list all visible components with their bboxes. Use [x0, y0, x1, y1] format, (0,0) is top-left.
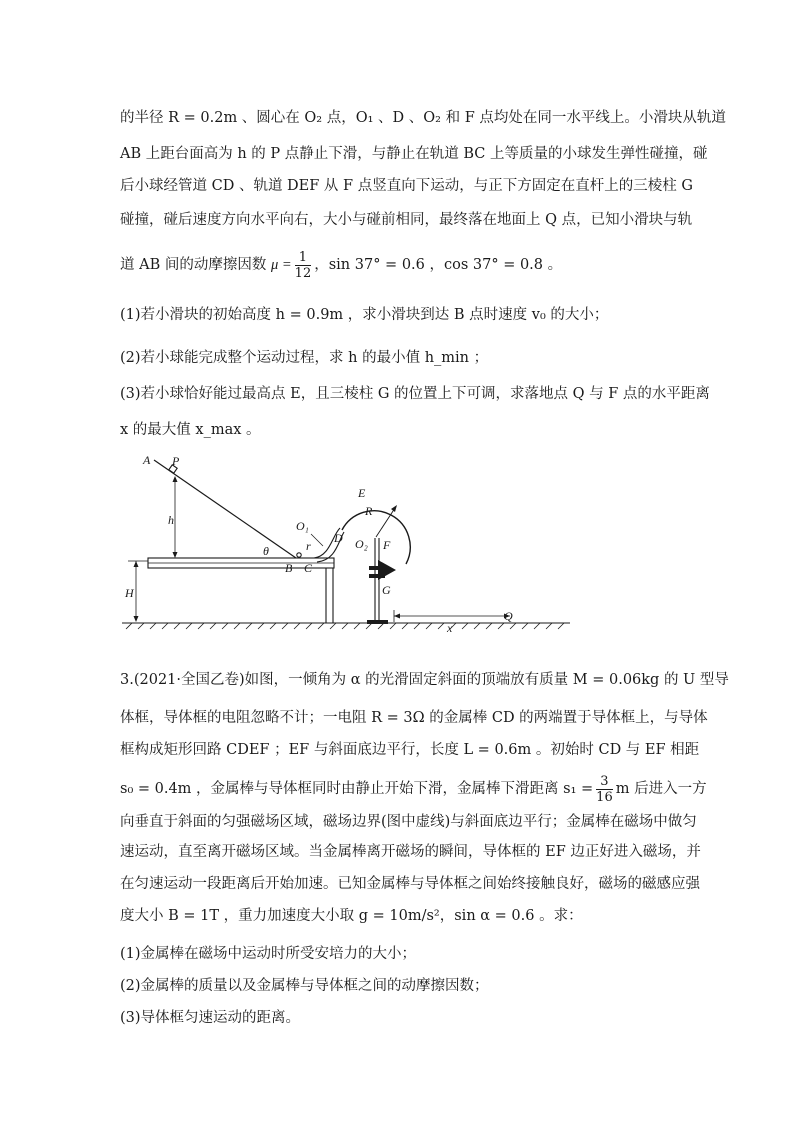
problem3-line-8: 度大小 B = 1T ，重力加速度大小取 g = 10m/s²，sin α = 0.6 。求： [120, 908, 583, 924]
problem3-line-7: 在匀速运动一段距离后开始加速。已知金属棒与导体框之间始终接触良好，磁场的磁感应强 [120, 876, 700, 892]
problem3-line-1: 3.(2021·全国乙卷)如图，一倾角为 α 的光滑固定斜面的顶端放有质量 M = 0.06kg 的 U 型导 [120, 672, 729, 688]
problem3-line-5: 向垂直于斜面的匀强磁场区域，磁场边界(图中虚线)与斜面底边平行；金属棒在磁场中做匀 [120, 814, 697, 830]
problem2-question-1: (1)若小滑块的初始高度 h = 0.9m ，求小滑块到达 B 点时速度 v₀ 的大小； [120, 307, 609, 323]
label-G: G [382, 583, 391, 597]
mu-symbol: μ = [270, 257, 292, 273]
problem2-question-3-cont: x 的最大值 x_max 。 [120, 422, 261, 438]
label-x: x [447, 621, 453, 635]
s-values-text: s₀ = 0.4m ，金属棒与导体框同时由静止开始下滑，金属棒下滑距离 s₁ = [120, 781, 594, 797]
problem2-line-2: AB 上距台面高为 h 的 P 点静止下滑，与静止在轨道 BC 上等质量的小球发生弹性碰撞，碰 [120, 146, 708, 162]
prism-G [369, 560, 396, 580]
problem3-line-2: 体框，导体框的电阻忽略不计；一电阻 R = 3Ω 的金属棒 CD 的两端置于导体框上，与导体 [120, 710, 708, 726]
problem3-line-3: 框构成矩形回路 CDEF ；EF 与斜面底边平行，长度 L = 0.6m 。初始时 CD 与 EF 相距 [120, 742, 700, 758]
track-DEF [342, 511, 410, 564]
small-ball [297, 553, 301, 557]
s1-fraction [596, 774, 613, 805]
label-F: F [383, 538, 391, 552]
label-theta: θ [263, 544, 269, 558]
problem2-line-4: 碰撞，碰后速度方向水平向右，大小与碰前相同，最终落在地面上 Q 点，已知小滑块与轨 [120, 212, 693, 228]
problem2-line-1: 的半径 R = 0.2m 、圆心在 O₂ 点，O₁ 、D 、O₂ 和 F 点均处在同一水平线上。小滑块从轨道 [120, 110, 726, 126]
mu-numerator: 1 [295, 250, 312, 266]
label-B: B [285, 561, 293, 575]
problem3-question-3: (3)导体框匀速运动的距离。 [120, 1010, 301, 1026]
problem2-line-5-text: 道 AB 间的动摩擦因数 [120, 257, 267, 273]
mu-denominator: 12 [294, 265, 312, 281]
problem2-line-3: 后小球经管道 CD 、轨道 DEF 从 F 点竖直向下运动，与正下方固定在直杆上的三棱柱 G [120, 178, 693, 194]
label-Q: Q [504, 609, 513, 623]
label-P: P [172, 454, 180, 468]
problem2-question-2: (2)若小球能完成整个运动过程，求 h 的最小值 h_min ； [120, 350, 489, 366]
s1-denominator: 16 [596, 789, 613, 805]
label-A: A [143, 453, 151, 467]
problem2-line-5 [120, 248, 680, 282]
problem3-line-6: 速运动，直至离开磁场区域。当金属棒离开磁场的瞬间，导体框的 EF 边正好进入磁场，并 [120, 844, 701, 860]
label-h: h [168, 513, 174, 527]
label-O2: O₂ [355, 537, 368, 551]
s1-unit-text: m 后进入一方 [615, 781, 707, 797]
label-E: E [358, 486, 366, 500]
label-C: C [304, 561, 313, 575]
s1-numerator: 3 [596, 774, 613, 790]
problem2-question-3: (3)若小球恰好能过最高点 E，且三棱柱 G 的位置上下可调，求落地点 Q 与 F 点的水平距离 [120, 386, 710, 402]
label-H: H [125, 586, 134, 600]
label-r: r [306, 539, 311, 553]
track-diagram [118, 452, 578, 637]
rod-base [367, 620, 388, 624]
problem3-question-2: (2)金属棒的质量以及金属棒与导体框之间的动摩擦因数； [120, 978, 489, 994]
mu-fraction [295, 250, 312, 281]
label-R: R [365, 504, 373, 518]
problem3-line-4 [120, 772, 707, 806]
problem3-question-1: (1)金属棒在磁场中运动时所受安培力的大小； [120, 946, 417, 962]
label-O1: O₁ [296, 519, 309, 533]
trig-values: ，sin 37° = 0.6 ，cos 37° = 0.8 。 [314, 257, 563, 273]
label-D: D [334, 531, 343, 545]
ground-hatch [126, 623, 564, 629]
